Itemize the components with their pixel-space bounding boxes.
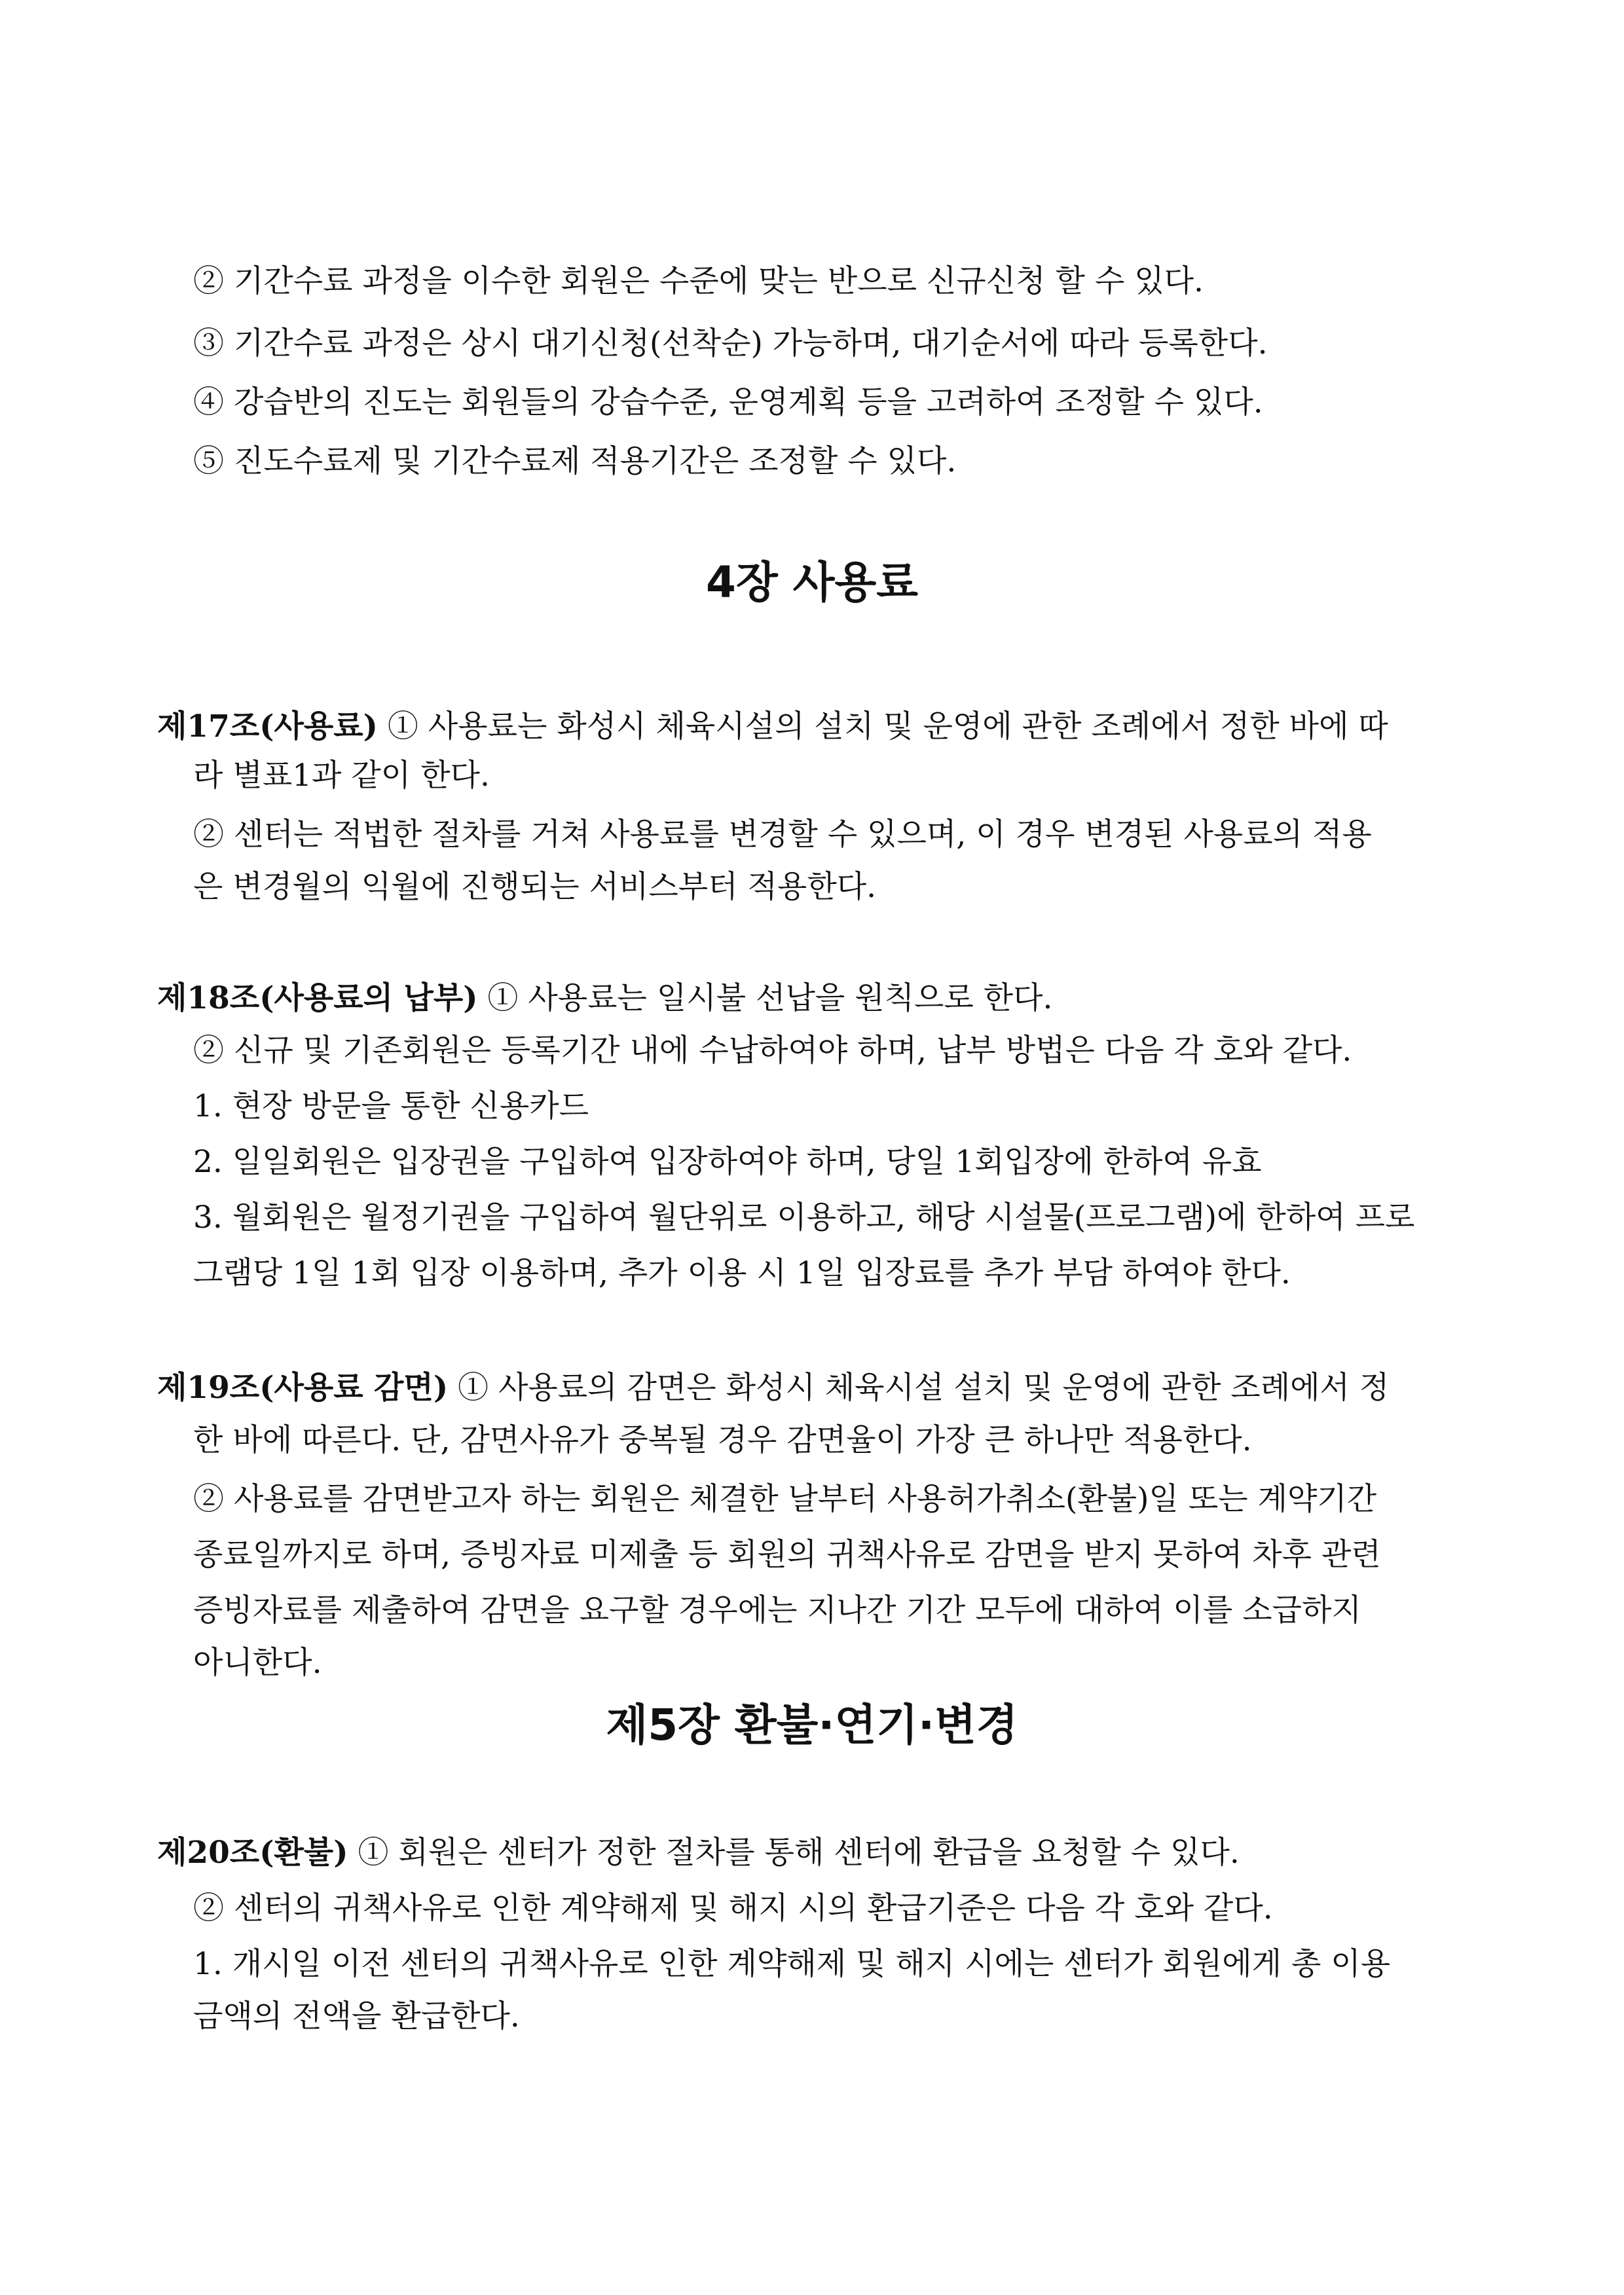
clause-item: ④ 강습반의 진도는 회원들의 강습수준, 운영계획 등을 고려하여 조정할 수 있다. [193, 384, 1263, 420]
article-20-heading: 제20조(환불) [157, 1835, 348, 1871]
article-19-text: ① 사용료의 감면은 화성시 체육시설 설치 및 운영에 관한 조례에서 정 [448, 1370, 1390, 1406]
clause-item: ② 기간수료 과정을 이수한 회원은 수준에 맞는 반으로 신규신청 할 수 있다. [193, 263, 1204, 299]
article-17-line [157, 707, 1388, 746]
article-18-text: ① 사용료는 일시불 선납을 원칙으로 한다. [477, 980, 1053, 1016]
article-18-heading: 제18조(사용료의 납부) [157, 980, 478, 1016]
article-18-line: 그램당 1일 1회 입장 이용하며, 추가 이용 시 1일 입장료를 추가 부담 하여야 한다. [193, 1255, 1291, 1291]
article-19-line: 한 바에 따른다. 단, 감면사유가 중복될 경우 감면율이 가장 큰 하나만 적용한다. [193, 1422, 1252, 1458]
article-17-heading: 제17조(사용료) [157, 708, 378, 744]
article-18-line: 2. 일일회원은 입장권을 구입하여 입장하여야 하며, 당일 1회입장에 한하여 유효 [193, 1144, 1262, 1180]
article-20-text: ① 회원은 센터가 정한 절차를 통해 센터에 환급을 요청할 수 있다. [348, 1835, 1240, 1871]
article-17-text: ① 사용료는 화성시 체육시설의 설치 및 운영에 관한 조례에서 정한 바에 따 [377, 708, 1388, 744]
article-20-line: ② 센터의 귀책사유로 인한 계약해제 및 해지 시의 환급기준은 다음 각 호와 같다. [193, 1890, 1273, 1926]
article-17-line: ② 센터는 적법한 절차를 거쳐 사용료를 변경할 수 있으며, 이 경우 변경된 사용료의 적용 [193, 817, 1372, 853]
article-19-line: ② 사용료를 감면받고자 하는 회원은 체결한 날부터 사용허가취소(환불)일 또는 계약기간 [193, 1481, 1377, 1517]
article-17-line: 라 별표1과 같이 한다. [193, 758, 490, 794]
article-18-line: ② 신규 및 기존회원은 등록기간 내에 수납하여야 하며, 납부 방법은 다음 각 호와 같다. [193, 1033, 1352, 1069]
article-19-line: 증빙자료를 제출하여 감면을 요구할 경우에는 지나간 기간 모두에 대하여 이를 소급하지 [193, 1592, 1361, 1628]
article-20-line: 1. 개시일 이전 센터의 귀책사유로 인한 계약해제 및 해지 시에는 센터가 회원에게 총 이용 [193, 1946, 1391, 1982]
article-20-line [157, 1833, 1240, 1873]
article-18-line [157, 979, 1052, 1018]
article-19-heading: 제19조(사용료 감면) [157, 1370, 449, 1406]
chapter-4-title: 4장 사용료 [706, 557, 918, 608]
article-18-line: 3. 월회원은 월정기권을 구입하여 월단위로 이용하고, 해당 시설물(프로그램)에 한하여 프로 [193, 1200, 1415, 1236]
article-20-line: 금액의 전액을 환급한다. [193, 1998, 520, 2034]
article-19-line: 아니한다. [193, 1645, 322, 1681]
article-19-line: 종료일까지로 하며, 증빙자료 미제출 등 회원의 귀책사유로 감면을 받지 못하여 차후 관련 [193, 1537, 1381, 1573]
clause-item: ③ 기간수료 과정은 상시 대기신청(선착순) 가능하며, 대기순서에 따라 등록한다. [193, 325, 1268, 361]
article-19-line [157, 1368, 1389, 1408]
clause-item: ⑤ 진도수료제 및 기간수료제 적용기간은 조정할 수 있다. [193, 443, 957, 479]
article-18-line: 1. 현장 방문을 통한 신용카드 [193, 1088, 589, 1124]
article-17-line: 은 변경월의 익월에 진행되는 서비스부터 적용한다. [193, 869, 877, 905]
chapter-5-title: 제5장 환불·연기·변경 [606, 1700, 1018, 1750]
